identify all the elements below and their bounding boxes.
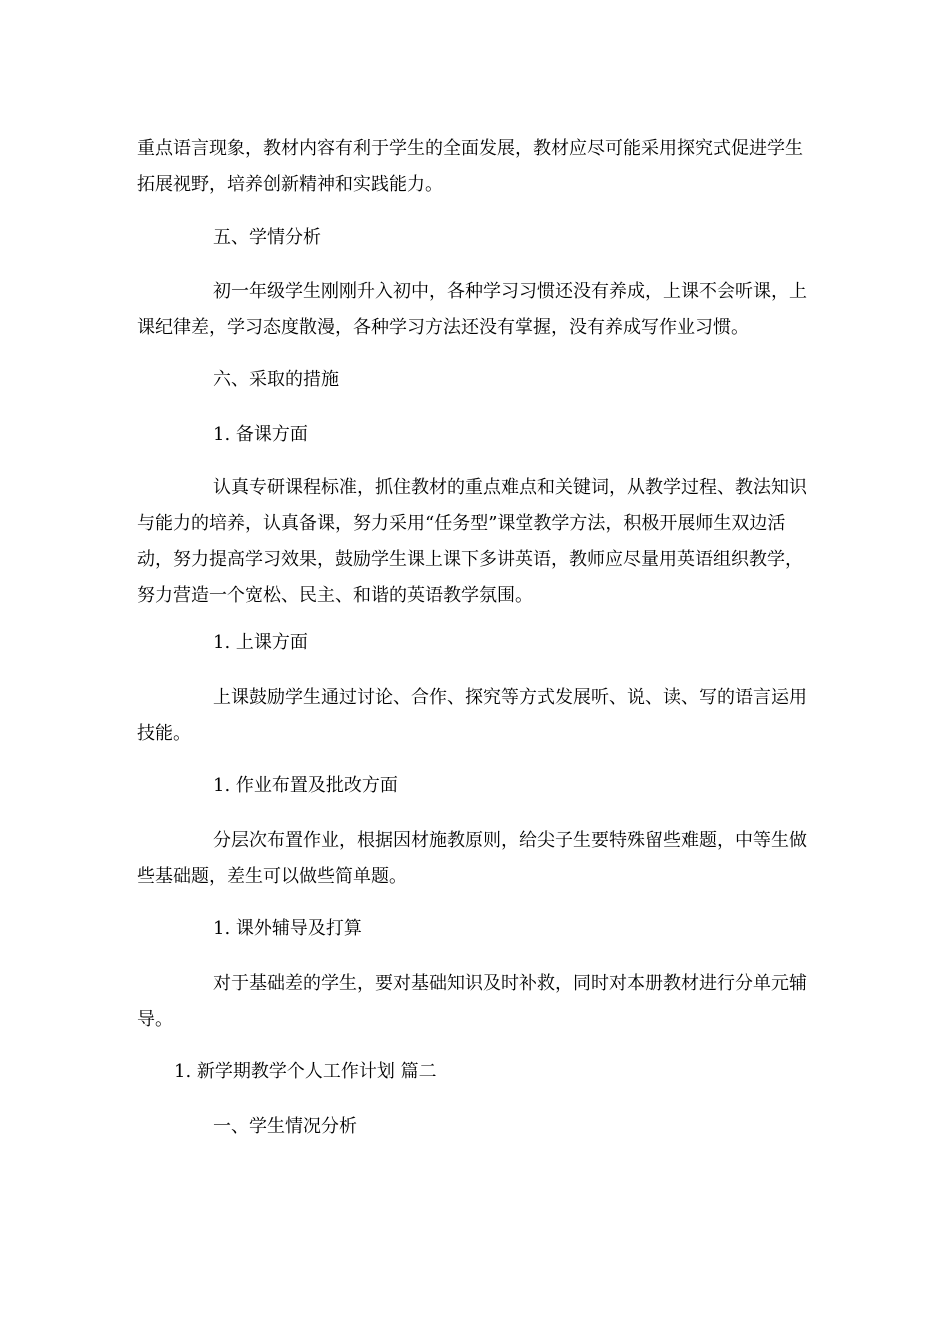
heading-plan-part-two: 1. 新学期教学个人工作计划 篇二 — [174, 1061, 437, 1082]
heading-tutoring: 1. 课外辅导及打算 — [213, 918, 362, 939]
paragraph-student-situation: 初一年级学生刚刚升入初中，各种学习习惯还没有养成，上课不会听课，上课纪律差，学习态度散漫，各种学习方法还没有掌握，没有养成写作业习惯。 — [137, 281, 807, 338]
heading-student-analysis: 一、学生情况分析 — [213, 1116, 357, 1137]
heading-learning-analysis: 五、学情分析 — [213, 227, 321, 248]
paragraph-tutoring: 对于基础差的学生，要对基础知识及时补救，同时对本册教材进行分单元辅导。 — [137, 973, 807, 1030]
heading-homework: 1. 作业布置及批改方面 — [213, 775, 398, 796]
heading-lesson-prep: 1. 备课方面 — [213, 424, 308, 445]
paragraph-lesson-prep: 认真专研课程标准，抓住教材的重点难点和关键词，从教学过程、教法知识与能力的培养，认真备课，努力采用“任务型”课堂教学方法，积极开展师生双边活动，努力提高学习效果，鼓励学生课上课下多讲英语，教师应尽量用英语组织教学，努力营造一个宽松、民主、和谐的英语教学氛围。 — [137, 477, 807, 606]
paragraph-textbook-content: 重点语言现象，教材内容有利于学生的全面发展，教材应尽可能采用探究式促进学生拓展视野，培养创新精神和实践能力。 — [137, 138, 803, 195]
paragraph-in-class: 上课鼓励学生通过讨论、合作、探究等方式发展听、说、读、写的语言运用技能。 — [137, 687, 807, 744]
heading-measures: 六、采取的措施 — [213, 369, 339, 390]
paragraph-homework: 分层次布置作业，根据因材施教原则，给尖子生要特殊留些难题，中等生做些基础题，差生可以做些简单题。 — [137, 830, 807, 887]
heading-in-class: 1. 上课方面 — [213, 632, 308, 653]
